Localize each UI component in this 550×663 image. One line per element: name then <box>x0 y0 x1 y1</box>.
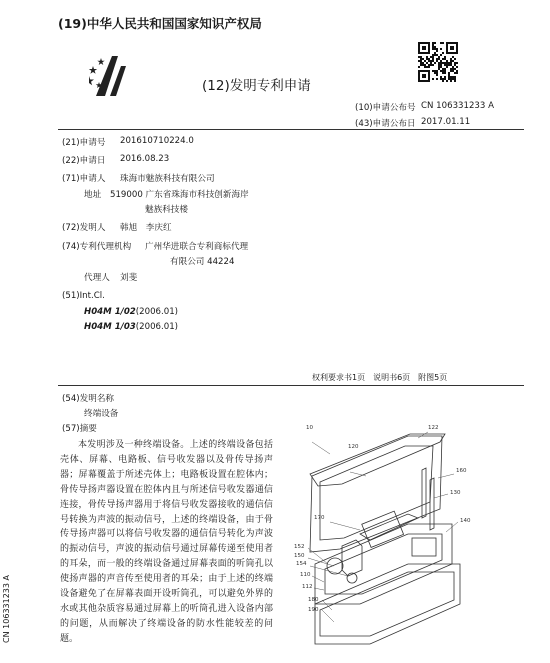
drawing-callout: 190 <box>308 607 319 613</box>
drawing-callout: 150 <box>294 553 305 559</box>
drawing-callout: 120 <box>348 444 359 450</box>
int-cl-year: (2006.01) <box>135 307 179 317</box>
invention-name: 终端设备 <box>84 409 119 419</box>
publication-date: 2017.01.11 <box>421 117 471 127</box>
agent-label: 代理人 <box>84 273 110 283</box>
application-date: 2016.08.23 <box>120 154 170 164</box>
drawing-callout: 110 <box>300 572 311 578</box>
int-cl-label: (51)Int.Cl. <box>62 291 105 301</box>
int-cl-year: (2006.01) <box>135 322 179 332</box>
side-publication-number: CN 106331233 A <box>2 575 11 643</box>
int-cl-code: H04M 1/03 <box>84 322 136 332</box>
agent: 刘斐 <box>120 273 138 283</box>
drawing-callout: 112 <box>302 584 313 590</box>
drawing-callout: 140 <box>460 518 471 524</box>
agency-line-1: 广州华进联合专利商标代理 <box>145 242 249 252</box>
header-divider <box>58 129 524 130</box>
drawing-callout: 154 <box>296 561 307 567</box>
abstract-text: 本发明涉及一种终端设备。上述的终端设备包括壳体、屏幕、电路板、信号收发器以及骨传导扬声器；屏幕覆盖于所述壳体上；电路板设置在腔体内；骨传导扬声器设置在腔体内且与所述信号收发器通信连接，骨传导扬声器用于将信号收发器接收的通信信号转换为声波的振动信号，上述的终端设备，由于骨传导扬声器可以将信号收发器的通信信号转化为声波的振动信号，声波的振动信号通过屏幕传递至使用者的耳朵，而一般的终端设备通过屏幕表面的听筒孔以使扬声器的声音传至使用者的耳朵；由于上述的终端设备避免了在屏幕表面开设听筒孔，可以避免外界的水或其他杂质容易通过屏幕上的听筒孔进入设备内部的问题，从而解决了终端设备的防水性能较差的问题。 <box>60 440 273 644</box>
drawing-callout: 122 <box>428 425 439 431</box>
document-type-title: (12)发明专利申请 <box>202 78 311 94</box>
abstract-drawing <box>290 414 530 654</box>
drawing-callout: 152 <box>294 544 305 550</box>
inventors: 韩旭 李庆红 <box>120 223 172 233</box>
office-name: (19)中华人民共和国国家知识产权局 <box>58 16 262 31</box>
figure-label: 10 <box>306 425 313 431</box>
application-number-label: (21)申请号 <box>62 138 106 148</box>
int-cl-entry <box>84 307 178 317</box>
drawing-callout: 180 <box>308 597 319 603</box>
agency-label: (74)专利代理机构 <box>62 242 132 252</box>
publication-number-label: (10)申请公布号 <box>355 103 416 113</box>
application-number: 201610710224.0 <box>120 136 194 146</box>
cnipa-emblem-icon <box>88 52 130 98</box>
applicant-label: (71)申请人 <box>62 174 106 184</box>
drawing-screen-edge <box>310 434 445 486</box>
invention-name-label: (54)发明名称 <box>62 394 115 404</box>
int-cl-entry <box>84 322 178 332</box>
application-date-label: (22)申请日 <box>62 156 106 166</box>
inventor-label: (72)发明人 <box>62 223 106 233</box>
publication-number: CN 106331233 A <box>421 101 494 111</box>
int-cl-code: H04M 1/02 <box>84 307 136 317</box>
publication-date-label: (43)申请公布日 <box>355 119 416 129</box>
address-line-2: 魅族科技楼 <box>145 205 188 215</box>
counts-divider <box>58 385 524 386</box>
address-label: 地址 <box>84 190 102 200</box>
applicant: 珠海市魅族科技有限公司 <box>120 174 215 184</box>
abstract-label: (57)摘要 <box>62 424 97 434</box>
page-counts: 权利要求书1页 说明书6页 附图5页 <box>312 373 448 382</box>
drawing-callout: 160 <box>456 468 467 474</box>
drawing-callout: 130 <box>450 490 461 496</box>
address-line-1: 519000 广东省珠海市科技创新海岸 <box>110 190 249 200</box>
agency-line-2: 有限公司 44224 <box>170 257 235 267</box>
drawing-callout: 170 <box>314 515 325 521</box>
qr-code-icon <box>418 42 458 82</box>
